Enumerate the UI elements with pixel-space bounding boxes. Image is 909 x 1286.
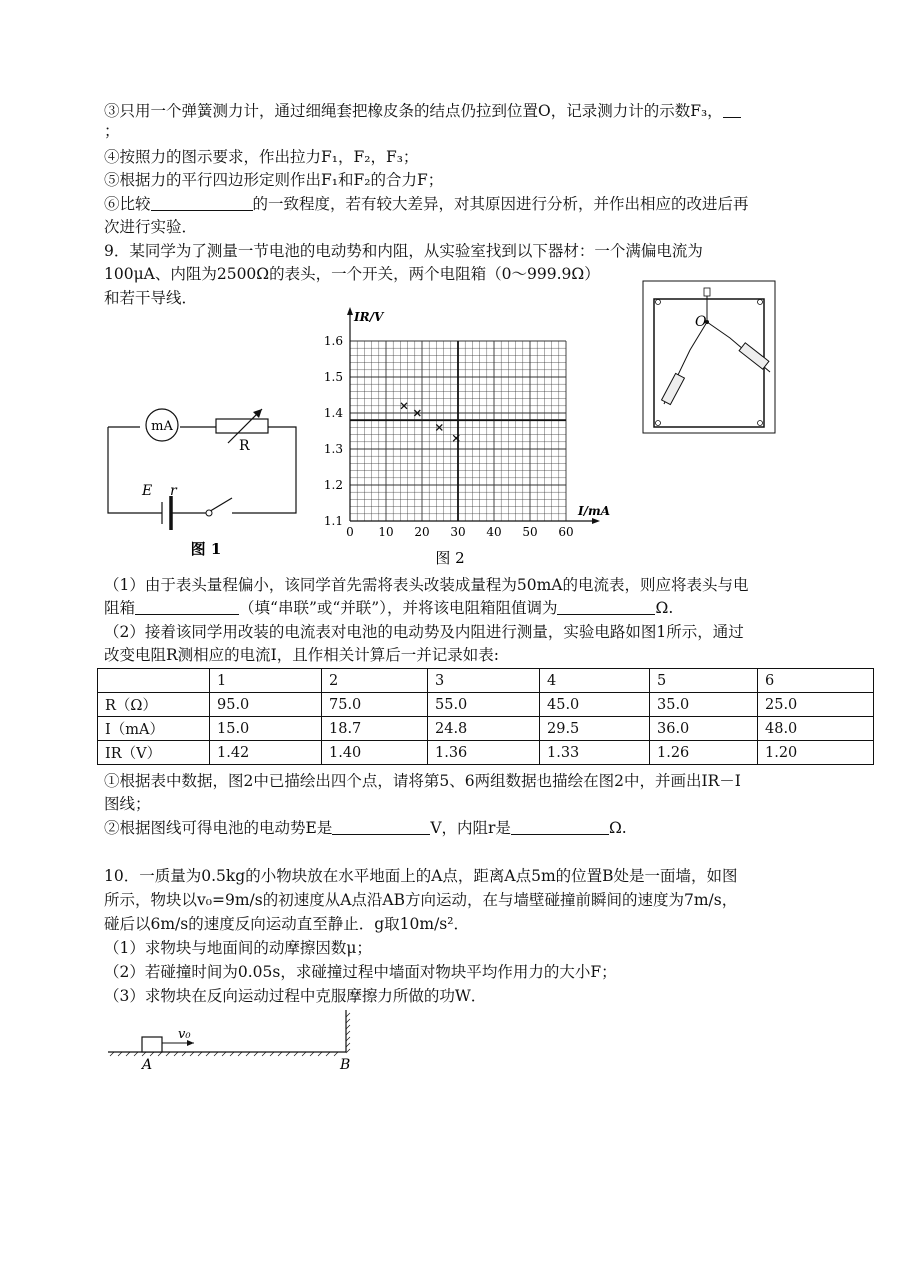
y-tick-label: 1.3 [323, 442, 343, 456]
x-axis-arrow [592, 518, 600, 524]
table-cell: 18.7 [322, 717, 428, 741]
table-row [98, 741, 874, 765]
table-cell: 36.0 [650, 717, 758, 741]
table-cell: R（Ω） [98, 693, 210, 717]
q10-part1: （1）求物块与地面间的动摩擦因数μ； [104, 939, 372, 957]
table-cell: 29.5 [540, 717, 650, 741]
ammeter-label: mA [151, 419, 173, 434]
table-cell: 1 [210, 669, 322, 693]
table-cell: 35.0 [650, 693, 758, 717]
q10-part3: （3）求物块在反向运动过程中克服摩擦力所做的功W． [104, 987, 487, 1005]
q9-line2: 100μA、内阻为2500Ω的表头，一个开关，两个电阻箱（0～999.9Ω） [104, 265, 600, 283]
q8-step6-cont: 次进行实验． [104, 218, 198, 236]
point-b-label: B [340, 1057, 351, 1073]
q8-step3-blank [723, 102, 741, 118]
q8-step6-text-b: 的一致程度，若有较大差异，对其原因进行分析，并作出相应的改进后再 [252, 195, 749, 213]
x-tick-label: 20 [414, 525, 430, 539]
table-cell: I（mA） [98, 717, 210, 741]
x-tick-label: 60 [558, 525, 574, 539]
q10-line3: 碰后以6m/s的速度反向运动直至静止．g取10m/s²． [104, 915, 469, 933]
y-tick-label: 1.1 [323, 514, 343, 528]
v0-label: v₀ [178, 1027, 191, 1042]
table-cell: 48.0 [758, 717, 874, 741]
q8-step6-text-a: ⑥比较 [104, 195, 151, 213]
emf-label: E [142, 483, 153, 499]
table-header-row [98, 669, 874, 693]
q9-sub1-cont: 图线； [104, 795, 151, 813]
rheostat-label: R [239, 438, 250, 454]
figure-2-graph [310, 303, 620, 571]
q9-part1-text-c: （填“串联”或“并联”），并将该电阻箱阻值调为 [239, 599, 558, 617]
y-tick-label: 1.6 [323, 334, 343, 348]
q8-step3-end: ； [104, 122, 120, 140]
table-cell: 5 [650, 669, 758, 693]
q8-step3 [104, 101, 741, 121]
x-axis-label: I/mA [578, 504, 611, 518]
q9-line1: 9．某同学为了测量一节电池的电动势和内阻，从实验室找到以下器材：一个满偏电流为 [104, 242, 703, 260]
figure-1-caption: 图 1 [190, 540, 222, 558]
table-cell: 24.8 [428, 717, 540, 741]
q9-part2-cont: 改变电阻R测相应的电流I，且作相关计算后一并记录如表: [104, 646, 500, 664]
q9-part1: （1）由于表头量程偏小，该同学首先需将表头改装成量程为50mA的电流表，则应将表头与电 [104, 576, 749, 594]
q9-sub2-blank-2 [511, 819, 609, 835]
table-cell: 4 [540, 669, 650, 693]
q10-part2: （2）若碰撞时间为0.05s，求碰撞过程中墙面对物块平均作用力的大小F； [104, 963, 617, 981]
table-row [98, 717, 874, 741]
q9-line3: 和若干导线． [104, 289, 198, 307]
q9-part1-blank-1 [135, 599, 239, 615]
q9-sub2 [104, 818, 627, 838]
q8-step4: ④按照力的图示要求，作出拉力F₁，F₂，F₃； [104, 148, 419, 166]
figure-2-caption: 图 2 [435, 549, 465, 567]
x-tick-label: 30 [450, 525, 466, 539]
q10-line2: 所示，物块以v₀=9m/s的初速度从A点沿AB方向运动，在与墙壁碰撞前瞬间的速度为7m/s， [104, 891, 738, 909]
table-cell: 1.20 [758, 741, 874, 765]
figure-1-circuit [100, 400, 310, 560]
q9-sub2-text-a: ②根据图线可得电池的电动势E是 [104, 819, 333, 837]
table-cell: 55.0 [428, 693, 540, 717]
q9-sub2-text-b: V，内阻r是 [430, 819, 511, 837]
x-tick-label: 40 [486, 525, 502, 539]
table-cell: 1.40 [322, 741, 428, 765]
q9-part1-blank-2 [557, 599, 655, 615]
q9-sub1: ①根据表中数据，图2中已描绘出四个点，请将第5、6两组数据也描绘在图2中，并画出IR－I [104, 772, 741, 790]
table-cell [98, 669, 210, 693]
q9-part1-text-d: Ω. [655, 599, 674, 617]
table-cell: 2 [322, 669, 428, 693]
y-axis-label: IR/V [354, 310, 384, 324]
q8-step3-text: ③只用一个弹簧测力计，通过细绳套把橡皮条的结点仍拉到位置O，记录测力计的示数F₃， [104, 102, 723, 120]
point-a-label: A [142, 1057, 153, 1073]
data-table [97, 668, 874, 765]
table-cell: 1.36 [428, 741, 540, 765]
table-cell: 45.0 [540, 693, 650, 717]
x-tick-label: 50 [522, 525, 538, 539]
q9-sub2-blank-1 [332, 819, 430, 835]
q9-part1-cont [104, 598, 673, 618]
x-tick-label: 10 [378, 525, 394, 539]
table-cell: 3 [428, 669, 540, 693]
table-cell: IR（V） [98, 741, 210, 765]
table-cell: 15.0 [210, 717, 322, 741]
table-cell: 95.0 [210, 693, 322, 717]
q9-part1-text-b: 阻箱 [104, 599, 136, 617]
figure-3-board [642, 280, 776, 435]
table-cell: 6 [758, 669, 874, 693]
y-tick-label: 1.2 [323, 478, 343, 492]
q9-part2: （2）接着该同学用改装的电流表对电池的电动势及内阻进行测量，实验电路如图1所示，通过 [104, 623, 744, 641]
q8-step5: ⑤根据力的平行四边形定则作出F₁和F₂的合力F； [104, 171, 444, 189]
q8-step6 [104, 194, 749, 214]
figure-4-block-wall [100, 1005, 360, 1075]
q10-line1: 10．一质量为0.5kg的小物块放在水平地面上的A点，距离A点5m的位置B处是一面墙，如图 [104, 867, 738, 885]
q8-step6-blank [151, 195, 253, 211]
table-cell: 1.26 [650, 741, 758, 765]
table-cell: 1.33 [540, 741, 650, 765]
table-cell: 1.42 [210, 741, 322, 765]
table-row [98, 693, 874, 717]
table-cell: 25.0 [758, 693, 874, 717]
y-tick-label: 1.4 [323, 406, 343, 420]
q9-sub2-text-c: Ω. [608, 819, 627, 837]
x-tick-label: 0 [346, 525, 354, 539]
knot-label: O [695, 314, 707, 330]
y-tick-label: 1.5 [323, 370, 343, 384]
table-cell: 75.0 [322, 693, 428, 717]
internal-r-label: r [170, 483, 177, 499]
y-axis-arrow [347, 307, 353, 315]
